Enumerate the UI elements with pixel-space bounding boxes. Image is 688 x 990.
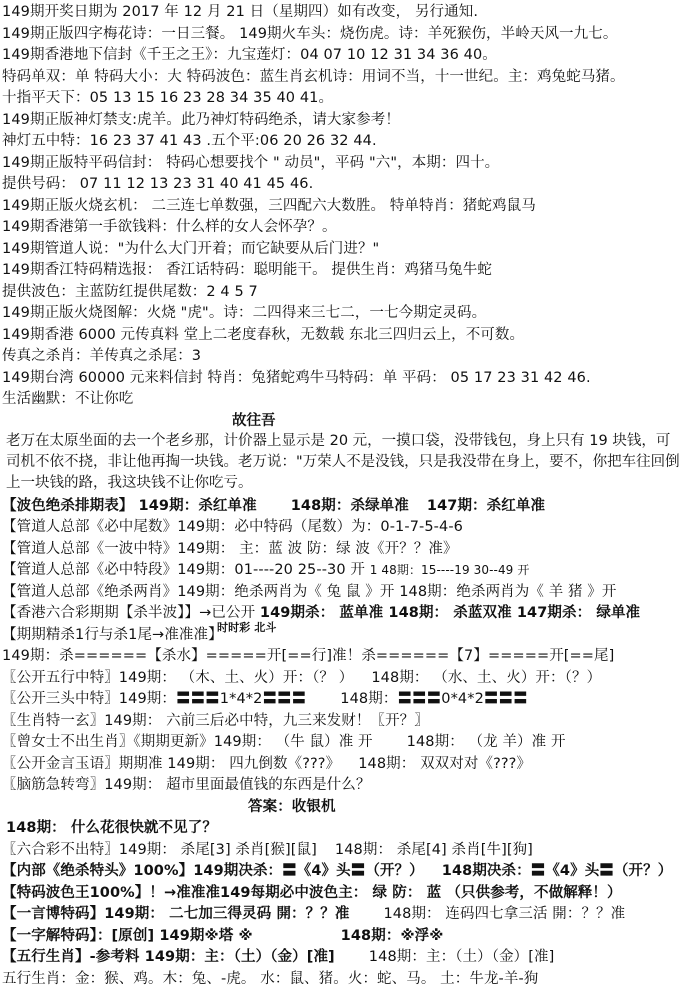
section-148: 1 48期：15----19 30--49 开	[370, 563, 530, 577]
ms-zeng-148: 148期： （龙 羊）准 开	[407, 734, 566, 750]
element-zodiac-148: 148期：主：（土）（金）[准]	[369, 949, 555, 965]
three-heads-row	[2, 689, 682, 711]
fire-diagram-line: 149期正版火烧图解：火烧 "虎"。诗：二四得来三七二，一七今期定灵码。	[2, 303, 682, 325]
kill-water-row: 149期：杀======【杀水】=====开[==行]准！杀======【7】=====开[==尾]	[2, 646, 682, 668]
five-elements-149: 〖公开五行中特〗149期： （木、土、火）开：（？ ）	[2, 670, 353, 686]
not-out-149: 〖六合彩不出特〗149期： 杀尾[3] 杀肖[猴][鼠]	[2, 842, 317, 858]
golden-words-149: 〖公开金言玉语〗期期准 149期： 四九倒数《???》	[2, 756, 340, 772]
xiangjiang-line: 149期香江特码精选报： 香江话特码：聪明能干。 提供生肖：鸡猪马兔牛蛇	[2, 260, 682, 282]
one-word-row	[2, 904, 682, 926]
tail-number-row: 【管道人总部《必中尾数》149期：必中特码（尾数）为：0-1-7-5-4-6	[2, 517, 682, 539]
riddle-row: 〖脑筋急转弯〗149期： 超市里面最值钱的东西是什么？	[2, 775, 682, 797]
envelope-code-line: 149期正版特平码信封： 特码心想要找个 " 动员"，平码 "六"，本期：四十。	[2, 153, 682, 175]
one-char-148: 148期：※浮※	[341, 928, 444, 944]
one-word-149: 【一言博特码】149期： 二七加三得灵码 開：？？准	[2, 906, 349, 922]
zodiac-mystery-row: 〖生肖特一玄〗149期： 六前三后必中特，九三来发财！〖开？〗	[2, 711, 682, 733]
story-paragraph: 老万在太原坐面的去一个老乡那，计价器上显示是 20 元，一摸口袋，没带钱包，身上只有 19 块钱，可司机不依不挠，非让他再掏一块钱。老万说："万荣人不是没钱，只是我没带在身上，要不，你把车往回倒上一块钱的路，我这块钱不让你吃亏。	[2, 431, 682, 494]
taiwan-envelope-line: 149期台湾 60000 元来料信封 特肖：兔猪蛇鸡牛马特码：单 平码： 05 17 23 31 42 46.	[2, 368, 682, 390]
half-wave-values: 149期杀： 蓝单准 148期： 杀蓝双准 147期杀： 绿单准	[260, 605, 640, 621]
kill-table-149: 【波色绝杀排期表】 149期：杀红单准	[2, 498, 257, 514]
five-elements-148: 148期： （水、土、火）开：（？）	[371, 670, 601, 686]
section-149: 【管道人总部《必中特段》149期：01----20 25--30 开	[2, 562, 365, 578]
ms-zeng-row	[2, 732, 682, 754]
wave-color-line: 提供波色：主蓝防红提供尾数：2 4 5 7	[2, 282, 682, 304]
not-out-148: 148期： 杀尾[4] 杀肖[牛][狗]	[335, 842, 533, 858]
one-word-148: 148期： 连码四七拿三活 開：？？准	[383, 906, 625, 922]
pipeline-says-line: 149期管道人说："为什么大门开着；而它缺要从后门进？"	[2, 239, 682, 261]
kill-head-149: 【内部《绝杀特头》100%】149期决杀：〓《4》头〓（开？）	[2, 863, 424, 879]
kill-table-row	[2, 496, 682, 518]
element-list-row: 五行生肖：金：猴、鸡。木：兔、-虎。 水：鼠、猪。火：蛇、马。 土：牛龙-羊-狗	[2, 969, 682, 990]
one-char-149: 【一字解特码】：[原创] 149期※塔 ※	[2, 928, 253, 944]
humor-label: 生活幽默：不让你吃	[2, 391, 133, 407]
humor-line	[2, 389, 682, 411]
kill-row-tail-label: 【期期精杀1行与杀1尾→	[2, 627, 164, 643]
magic-lamp-line: 149期正版神灯禁支:虎羊。此乃神灯特码绝杀，请大家参考！	[2, 110, 682, 132]
story-title: 故往吾	[2, 411, 682, 431]
kill-row-tail-row	[2, 625, 682, 647]
fire-mystery-line: 149期正版火烧玄机： 二三连七单数强，三四配六大数胜。 特单特肖：猪蛇鸡鼠马	[2, 196, 682, 218]
hk-fax-line: 149期香港 6000 元传真料 堂上二老度春秋，无数载 东北三四归云上，不可数。	[2, 325, 682, 347]
kill-head-148: 148期决杀：〓《4》头〓（开？）	[442, 863, 673, 879]
riddle-148-row: 148期： 什么花很快就不见了？	[2, 818, 682, 840]
five-elements-row	[2, 668, 682, 690]
ten-fingers-line: 十指平天下：05 13 15 16 23 28 34 35 40 41。	[2, 88, 682, 110]
provided-numbers-line: 提供号码： 07 11 12 13 23 31 40 41 45 46.	[2, 174, 682, 196]
one-wave-row: 【管道人总部《一波中特》149期： 主：蓝 波 防：绿 波《开？？准》	[2, 539, 682, 561]
hk-first-hand-line: 149期香港第一手欲钱料：什么样的女人会怀孕？。	[2, 217, 682, 239]
plum-poem-line: 149期正版四字梅花诗：一日三餐。 149期火车头：烧伤虎。诗：羊死猴伤，半岭天风一九七。	[2, 24, 682, 46]
underground-envelope-line: 149期香港地下信封《千王之王》：九宝莲灯：04 07 10 12 31 34 36 40。	[2, 45, 682, 67]
fax-kill-line: 传真之杀肖：羊传真之杀尾：3	[2, 346, 682, 368]
kill-row-tail-status: 准准准】	[164, 627, 222, 643]
draw-date-line: 149期开奖日期为 2017 年 12 月 21 日（星期四）如有改变， 另行通知.	[2, 2, 682, 24]
kill-head-row	[2, 861, 682, 883]
kill-table-147: 147期：杀红单准	[427, 498, 545, 514]
golden-words-row	[2, 754, 682, 776]
golden-words-148: 148期： 双双对对《???》	[358, 756, 531, 772]
overlap-stamp: 时时彩 北斗	[217, 617, 276, 639]
element-zodiac-row	[2, 947, 682, 969]
wave-king-row: 【特码波色王100%】！→准准准149每期必中波色主： 绿 防： 蓝 （只供参考，不做解释！）	[2, 883, 682, 905]
special-code-line: 特码单双：单 特码大小：大 特码波色：蓝生肖玄机诗：用词不当，十一世纪。主：鸡兔蛇马猪。	[2, 67, 682, 89]
element-zodiac-149: 【五行生肖】-参考料 149期：主：（土）（金）[准]	[2, 949, 335, 965]
kill-two-zodiac-row: 【管道人总部《绝杀两肖》149期：绝杀两肖为《 兔 鼠 》开 148期：绝杀两肖为《 羊 猪 》开	[2, 582, 682, 604]
special-section-row	[2, 560, 682, 582]
half-wave-row	[2, 603, 682, 625]
three-heads-149: 〖公开三头中特〗149期：〓〓〓1*4*2〓〓〓	[2, 691, 306, 707]
ms-zeng-149: 〖曾女士不出生肖〗《期期更新》149期： （牛 鼠）准 开	[2, 734, 373, 750]
three-heads-148: 148期：〓〓〓0*4*2〓〓〓	[340, 691, 527, 707]
not-out-row	[2, 840, 682, 862]
riddle-answer: 答案：收银机	[2, 797, 682, 819]
lamp-five-line: 神灯五中特：16 23 37 41 43 .五个平:06 20 26 32 44.	[2, 131, 682, 153]
kill-table-148: 148期：杀绿单准	[291, 498, 409, 514]
half-wave-label: 【香港六合彩期期【杀半波】】→已公开	[2, 605, 255, 621]
one-char-row	[2, 926, 682, 948]
